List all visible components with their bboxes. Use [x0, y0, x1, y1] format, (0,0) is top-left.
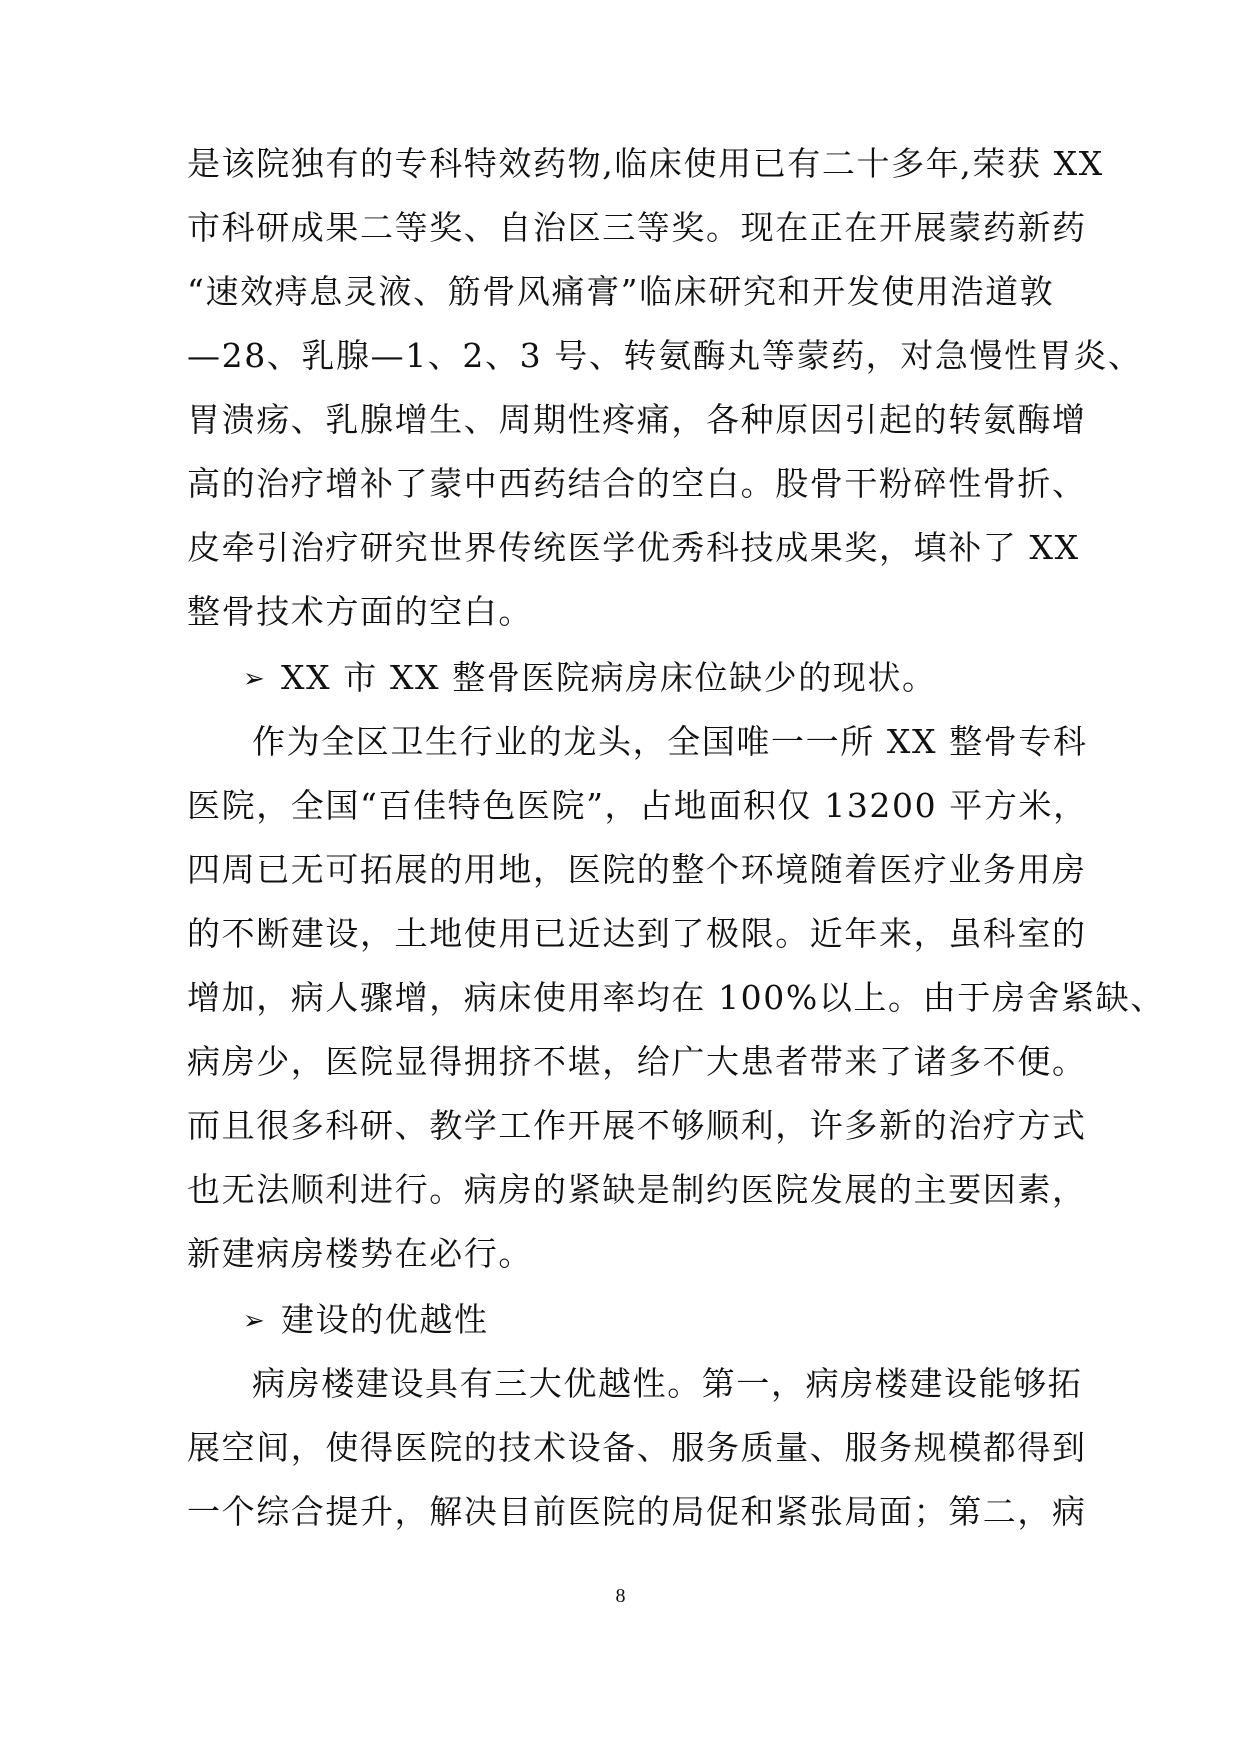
- paragraph-line: “速效痔息灵液、筋骨风痛膏”临床研究和开发使用浩道敦: [187, 272, 1055, 311]
- paragraph-line: 四周已无可拓展的用地，医院的整个环境随着医疗业务用房: [187, 850, 1087, 889]
- paragraph-line: 是该院独有的专科特效药物,临床使用已有二十多年,荣获 XX: [187, 144, 1104, 183]
- paragraph-line: 新建病房楼势在必行。: [187, 1234, 533, 1273]
- paragraph-line: —28、乳腺—1、2、3 号、转氨酶丸等蒙药，对急慢性胃炎、: [187, 336, 1143, 375]
- paragraph-line: 增加，病人骤增，病床使用率均在 100%以上。由于房舍紧缺、: [187, 978, 1165, 1017]
- paragraph-line: 而且很多科研、教学工作开展不够顺利，许多新的治疗方式: [187, 1106, 1087, 1145]
- bullet-heading-ward-shortage: [243, 658, 937, 699]
- paragraph-line: 市科研成果二等奖、自治区三等奖。现在正在开展蒙药新药: [187, 208, 1087, 247]
- page-number: 8: [615, 1585, 626, 1607]
- paragraph-line: 病房楼建设具有三大优越性。第一，病房楼建设能够拓: [252, 1364, 1083, 1403]
- bullet-heading-text: 建设的优越性: [281, 1300, 489, 1339]
- paragraph-line: 展空间，使得医院的技术设备、服务质量、服务规模都得到: [187, 1428, 1087, 1467]
- paragraph-line: 一个综合提升，解决目前医院的局促和紧张局面；第二，病: [187, 1492, 1087, 1531]
- arrowhead-bullet-icon: ➢: [243, 664, 267, 694]
- paragraph-line: 高的治疗增补了蒙中西药结合的空白。股骨干粉碎性骨折、: [187, 464, 1087, 503]
- paragraph-line: 也无法顺利进行。病房的紧缺是制约医院发展的主要因素，: [187, 1170, 1087, 1209]
- paragraph-line: 病房少，医院显得拥挤不堪，给广大患者带来了诸多不便。: [187, 1042, 1087, 1081]
- bullet-heading-advantages: [243, 1300, 489, 1341]
- paragraph-line: 皮牵引治疗研究世界传统医学优秀科技成果奖，填补了 XX: [187, 528, 1080, 567]
- paragraph-line: 的不断建设，土地使用已近达到了极限。近年来，虽科室的: [187, 914, 1087, 953]
- paragraph-line: 作为全区卫生行业的龙头，全国唯一一所 XX 整骨专科: [252, 722, 1088, 761]
- arrowhead-bullet-icon: ➢: [243, 1306, 267, 1336]
- paragraph-line: 医院，全国“百佳特色医院”，占地面积仅 13200 平方米，: [187, 786, 1088, 825]
- paragraph-line: 胃溃疡、乳腺增生、周期性疼痛，各种原因引起的转氨酶增: [187, 400, 1087, 439]
- paragraph-line: 整骨技术方面的空白。: [187, 592, 533, 631]
- bullet-heading-text: XX 市 XX 整骨医院病房床位缺少的现状。: [281, 658, 937, 697]
